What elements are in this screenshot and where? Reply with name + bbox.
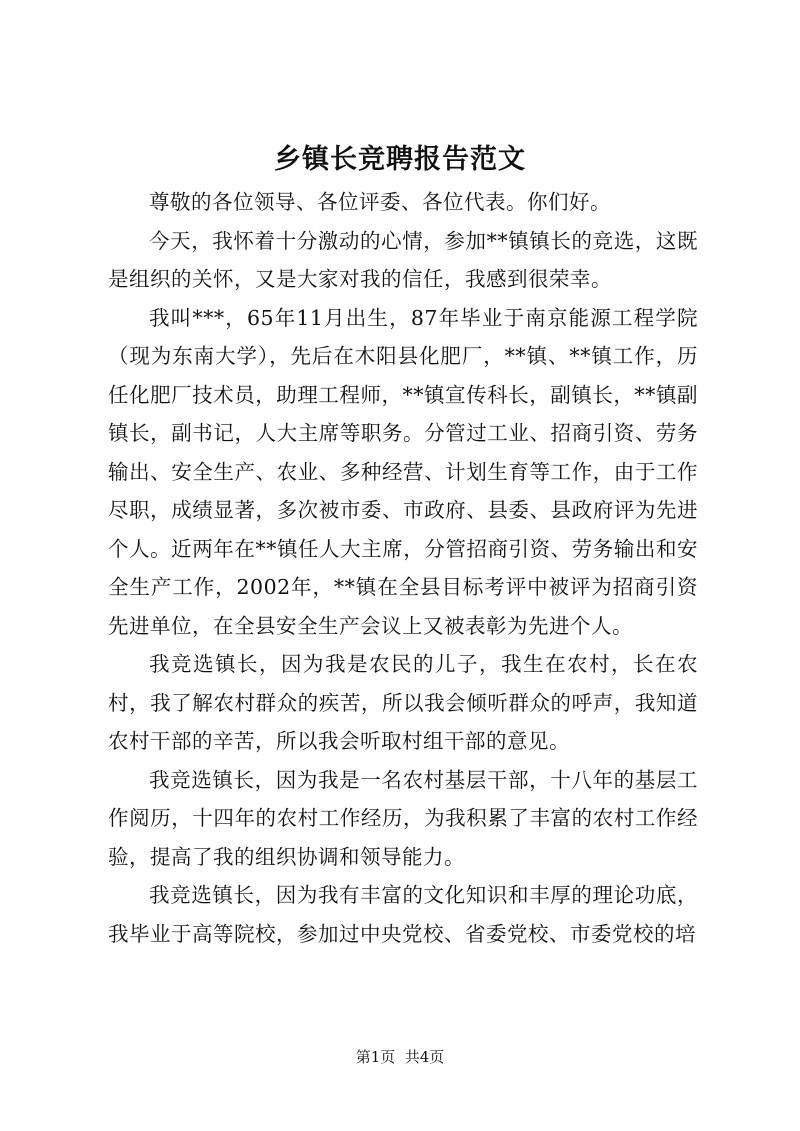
document-title: 乡镇长竞聘报告范文 (274, 144, 526, 175)
paragraph-background: 我叫***，65年11月出生，87年毕业于南京能源工程学院（现为东南大学），先后在木阳县化肥厂，**镇、**镇工作，历任化肥厂技术员，助理工程师，**镇宣传科长，副镇长，**镇副镇长，副书记，人大主席等职务。分管过工业、招商引资、劳务输出、安全生产、农业、多种经营、计划生育等工作，由于工作尽职，成绩显著，多次被市委、市政府、县委、县政府评为先进个人。近两年在**镇任人大主席，分管招商引资、劳务输出和安全生产工作，2002年，**镇在全县目标考评中被评为招商引资先进单位，在全县安全生产会议上又被表彰为先进个人。 (108, 305, 698, 638)
page-number: 第1页 共4页 (355, 1048, 445, 1066)
paragraph-greeting: 尊敬的各位领导、各位评委、各位代表。你们好。 (149, 190, 611, 214)
paragraph-reason-farmer: 我竞选镇长，因为我是农民的儿子，我生在农村，长在农村，我了解农村群众的疾苦，所以我会倾听群众的呼声，我知道农村干部的辛苦，所以我会听取村组干部的意见。 (108, 652, 698, 753)
document-body (108, 183, 698, 953)
paragraph-intro: 今天，我怀着十分激动的心情，参加**镇镇长的竞选，这既是组织的关怀，又是大家对我的信任，我感到很荣幸。 (108, 228, 698, 291)
page-footer (0, 1047, 800, 1067)
paragraph-reason-education: 我竞选镇长，因为我有丰富的文化知识和丰厚的理论功底，我毕业于高等院校，参加过中央党校、省委党校、市委党校的培 (108, 883, 698, 946)
paragraph-reason-experience: 我竞选镇长，因为我是一名农村基层干部，十八年的基层工作阅历，十四年的农村工作经历，为我积累了丰富的农村工作经验，提高了我的组织协调和领导能力。 (108, 767, 698, 869)
